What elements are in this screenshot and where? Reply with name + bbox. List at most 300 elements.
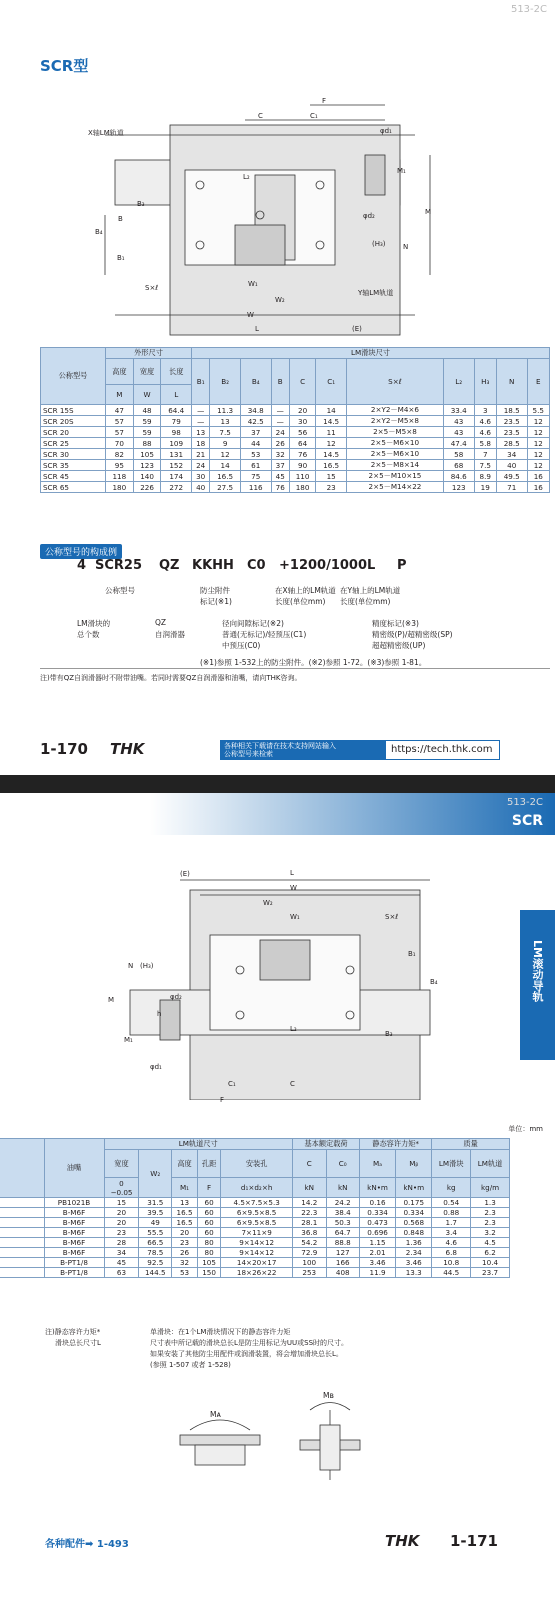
- table-cell: 2×5－M10×15: [346, 471, 443, 482]
- dim-M: M: [425, 208, 432, 216]
- table-cell: 105: [133, 449, 161, 460]
- dim-B: B: [118, 215, 123, 223]
- table-cell: 2.3: [471, 1208, 510, 1218]
- table-cell: 43: [443, 427, 474, 438]
- table-cell: 0.334: [359, 1208, 395, 1218]
- table-cell: 11: [316, 427, 347, 438]
- model-part-count: 4: [77, 558, 87, 573]
- table-cell: 14.5: [316, 416, 347, 427]
- table-cell: 4.6: [432, 1238, 471, 1248]
- table-cell: 30: [289, 416, 315, 427]
- table-cell: 49.5: [496, 471, 527, 482]
- model-part-type: SCR25: [95, 558, 143, 573]
- table-row: [0, 1238, 510, 1248]
- desc-clear2: 普通(无标记)/轻预压(C1): [222, 630, 307, 639]
- table-cell: 14.5: [316, 449, 347, 460]
- dim-L2: L₂: [243, 173, 250, 181]
- h-load: 基本额定载荷: [293, 1139, 360, 1150]
- desc-count: LM滑块的: [77, 619, 111, 628]
- h-block-col: E: [527, 359, 549, 405]
- h-moment: 静态容许力矩*: [359, 1139, 431, 1150]
- table-cell: B-PT1/8: [44, 1258, 104, 1268]
- table-cell: 60: [197, 1218, 220, 1228]
- table-cell: 123: [133, 460, 161, 471]
- table-cell: 23.7: [471, 1268, 510, 1278]
- table-cell: —: [271, 416, 289, 427]
- table-cell: 14: [316, 405, 347, 416]
- table-cell: 14×20×17: [221, 1258, 293, 1268]
- table-cell: 1.36: [396, 1238, 432, 1248]
- table-cell: SCR 45: [41, 471, 106, 482]
- h-outer-sym: L: [161, 385, 192, 405]
- table-cell: 144.5: [139, 1268, 172, 1278]
- dim-phi-d1: φd₁: [380, 127, 392, 135]
- table-cell: 5.5: [527, 405, 549, 416]
- table-row: [41, 427, 550, 438]
- p2-dim-h: h: [157, 1010, 162, 1018]
- table-cell: 13: [172, 1198, 198, 1208]
- table-cell: 34.8: [240, 405, 271, 416]
- table-cell: SCR 25: [41, 438, 106, 449]
- table-cell: 2.3: [471, 1218, 510, 1228]
- table-row: [0, 1198, 510, 1208]
- h-block-col: N: [496, 359, 527, 405]
- h-block-col: C: [289, 359, 315, 405]
- table-cell: 9×14×12: [221, 1238, 293, 1248]
- table-row: [0, 1228, 510, 1238]
- table-cell: 28.1: [293, 1218, 326, 1228]
- table-cell: 80: [197, 1248, 220, 1258]
- table-cell: 82: [106, 449, 134, 460]
- table-cell: 11.3: [210, 405, 241, 416]
- h-height: 高度: [172, 1150, 198, 1178]
- table-cell: 1.3: [471, 1198, 510, 1208]
- table-cell: 20: [289, 405, 315, 416]
- table-cell: 3: [474, 405, 496, 416]
- dim-phi-d2: φd₂: [363, 212, 375, 220]
- h-outer: 外形尺寸: [106, 348, 192, 359]
- table-cell: 152: [161, 460, 192, 471]
- table-cell: 26: [172, 1248, 198, 1258]
- table-cell: 3.46: [396, 1258, 432, 1268]
- table-cell: 3.2: [471, 1228, 510, 1238]
- h-C0: C₀: [326, 1150, 359, 1178]
- table-cell: 19: [474, 482, 496, 493]
- table-cell: 0.16: [359, 1198, 395, 1208]
- table-row: [41, 438, 550, 449]
- table-cell: 92.5: [139, 1258, 172, 1268]
- h-outer-col: 高度: [106, 359, 134, 385]
- p2-dim-B4: B₄: [430, 978, 438, 986]
- h-mass: 质量: [432, 1139, 510, 1150]
- table-cell: 33.4: [443, 405, 474, 416]
- table-cell: SCR 20: [41, 427, 106, 438]
- u-MB: kN•m: [396, 1178, 432, 1198]
- model-part-qz: QZ: [159, 558, 180, 573]
- h-outer-sym: M: [106, 385, 134, 405]
- table-row: [41, 416, 550, 427]
- table-cell: 7.5: [210, 427, 241, 438]
- table-cell: 2.34: [396, 1248, 432, 1258]
- table-cell: 0.473: [359, 1218, 395, 1228]
- p2-dim-E: (E): [180, 870, 190, 878]
- p2-dim-M: M: [108, 996, 115, 1004]
- table-cell: 6.8: [432, 1248, 471, 1258]
- h-MB: Mᵦ: [396, 1150, 432, 1178]
- table-cell: 150: [197, 1268, 220, 1278]
- h-rail-mass: LM轨道: [471, 1150, 510, 1178]
- table-cell: 23.5: [496, 427, 527, 438]
- table-cell: 44: [240, 438, 271, 449]
- table-cell: 20: [172, 1228, 198, 1238]
- p2-dim-B3: B₃: [385, 1030, 393, 1038]
- p2-dim-M1: M₁: [124, 1036, 133, 1044]
- p2-dim-N: N: [128, 962, 134, 970]
- table-cell: 20: [104, 1208, 139, 1218]
- h-outer-sym: W: [133, 385, 161, 405]
- h-block-col: L₂: [443, 359, 474, 405]
- table-cell: 116: [240, 482, 271, 493]
- table-cell: 127: [326, 1248, 359, 1258]
- table-cell: PB1021B: [44, 1198, 104, 1208]
- table-cell: 30: [192, 471, 210, 482]
- table-cell: 13.3: [396, 1268, 432, 1278]
- table-cell: 8.9: [474, 471, 496, 482]
- table-cell: 23: [316, 482, 347, 493]
- desc-dust-note: 标记(※1): [200, 597, 232, 606]
- desc-clear3: 中预压(C0): [222, 641, 261, 650]
- table-row: [0, 1208, 510, 1218]
- dim-W: W: [247, 311, 254, 319]
- p2-dim-C1: C₁: [228, 1080, 236, 1088]
- table-cell: 0.334: [396, 1208, 432, 1218]
- table-cell: 55.5: [139, 1228, 172, 1238]
- table-cell: 140: [133, 471, 161, 482]
- table-cell: 174: [161, 471, 192, 482]
- table-cell: SCR 65: [41, 482, 106, 493]
- model-section-title: 公称型号的构成例: [40, 544, 122, 559]
- table-row: [0, 1268, 510, 1278]
- h-block-col: B₂: [210, 359, 241, 405]
- table-cell: 2×Y2－M4×6: [346, 405, 443, 416]
- table-cell: 37: [240, 427, 271, 438]
- table-cell: 60: [197, 1228, 220, 1238]
- table-cell: 1.15: [359, 1238, 395, 1248]
- desc-qz: QZ: [155, 618, 167, 627]
- table-cell: 18: [192, 438, 210, 449]
- support-banner: [220, 740, 385, 760]
- p2-dim-phi-d2: φd₂: [170, 993, 182, 1001]
- note-n5: 如果安装了其他防尘用配件或润滑装置，将会增加滑块总长L。: [150, 1350, 343, 1358]
- table-cell: 59: [133, 416, 161, 427]
- desc-ylen: 在Y轴上的LM轨道: [340, 586, 401, 595]
- h-C: C: [293, 1150, 326, 1178]
- h-MA: Mₐ: [359, 1150, 395, 1178]
- table-cell: 2.01: [359, 1248, 395, 1258]
- unit-label: 单位：mm: [508, 1125, 543, 1133]
- table-cell: 16.5: [210, 471, 241, 482]
- h-block-col: B₄: [240, 359, 271, 405]
- p2-dim-phi-d1: φd₁: [150, 1063, 162, 1071]
- table-cell: —: [192, 416, 210, 427]
- table-cell: 100: [293, 1258, 326, 1268]
- table-cell: 39.5: [139, 1208, 172, 1218]
- table-cell: —: [271, 405, 289, 416]
- table-cell: 180: [289, 482, 315, 493]
- table-cell: 23: [172, 1238, 198, 1248]
- note-n2: 滑块总长尺寸L: [55, 1339, 101, 1347]
- table-cell: 15: [104, 1198, 139, 1208]
- h-hole: 安装孔: [221, 1150, 293, 1178]
- table-cell: 109: [161, 438, 192, 449]
- note-qz: 注)带有QZ自润滑器时不附带油嘴。若同时需要QZ自润滑器和油嘴，请向THK咨询。: [40, 674, 302, 682]
- p2-dim-W1: W₁: [290, 913, 300, 921]
- table-cell: 10.4: [471, 1258, 510, 1268]
- table-cell: 49: [139, 1218, 172, 1228]
- table-cell: 253: [293, 1268, 326, 1278]
- table-cell: 36.8: [293, 1228, 326, 1238]
- h-outer-col: 长度: [161, 359, 192, 385]
- p2-dim-L2: L₂: [290, 1025, 297, 1033]
- h-pitch: 孔距: [197, 1150, 220, 1178]
- table-cell: 12: [527, 460, 549, 471]
- table-cell: 59: [133, 427, 161, 438]
- u-MA: kN•m: [359, 1178, 395, 1198]
- table-cell: 16: [527, 482, 549, 493]
- table-cell: 11.9: [359, 1268, 395, 1278]
- table-cell: 12: [527, 416, 549, 427]
- table-cell: 38.4: [326, 1208, 359, 1218]
- table-cell: SCR 20S: [41, 416, 106, 427]
- table-cell: 57: [106, 427, 134, 438]
- table-cell: 15: [316, 471, 347, 482]
- table-cell: 6×9.5×8.5: [221, 1208, 293, 1218]
- dim-F: F: [322, 97, 327, 105]
- table-cell: 64: [289, 438, 315, 449]
- table-cell: 78.5: [139, 1248, 172, 1258]
- table-cell: 166: [326, 1258, 359, 1268]
- table-cell: 32: [271, 449, 289, 460]
- moment-ma: Mᴀ: [210, 1410, 221, 1419]
- table-cell: 26: [271, 438, 289, 449]
- refs: (※1)参照 1-532上的防尘附件。(※2)参照 1-72。(※3)参照 1-81。: [200, 658, 427, 667]
- table-cell: 68: [443, 460, 474, 471]
- series-title: SCR: [511, 813, 543, 829]
- thk-logo: THK: [110, 740, 145, 758]
- table-cell: 0.88: [432, 1208, 471, 1218]
- dim-L: L: [255, 325, 259, 333]
- table-cell: 408: [326, 1268, 359, 1278]
- table-cell: 118: [106, 471, 134, 482]
- table-cell: 9×14×12: [221, 1248, 293, 1258]
- table-cell: 45: [271, 471, 289, 482]
- table-cell: 98: [161, 427, 192, 438]
- table-cell: B-M6F: [44, 1238, 104, 1248]
- table-cell: 16.5: [172, 1218, 198, 1228]
- table-cell: 76: [289, 449, 315, 460]
- table-cell: 44.5: [432, 1268, 471, 1278]
- table-cell: 12: [527, 427, 549, 438]
- table-cell: 79: [161, 416, 192, 427]
- table-row: [0, 1258, 510, 1268]
- table-cell: 4.5: [471, 1238, 510, 1248]
- h-model: 公称型号: [41, 348, 106, 405]
- desc-count2: 总个数: [77, 630, 100, 639]
- page-number: 1-170: [40, 740, 88, 758]
- table-cell: 226: [133, 482, 161, 493]
- spec-table-2: [0, 1138, 510, 1278]
- banner-line2: 公称型号来检索: [224, 750, 273, 758]
- table-cell: 90: [289, 460, 315, 471]
- dim-M1: M₁: [397, 167, 406, 175]
- table-cell: 43: [443, 416, 474, 427]
- table-cell: 22.3: [293, 1208, 326, 1218]
- table-cell: 2×5－M5×8: [346, 427, 443, 438]
- p2-dim-F: F: [220, 1096, 225, 1104]
- p2-dim-C: C: [290, 1080, 295, 1088]
- table-cell: 50.3: [326, 1218, 359, 1228]
- table-cell: 40: [192, 482, 210, 493]
- desc-qz2: 自润滑器: [155, 630, 185, 639]
- table-cell: 54.2: [293, 1238, 326, 1248]
- table-cell: 7×11×9: [221, 1228, 293, 1238]
- table-cell: 71: [496, 482, 527, 493]
- dim-E: (E): [352, 325, 362, 333]
- table-cell: 18×26×22: [221, 1268, 293, 1278]
- table-cell: 45: [104, 1258, 139, 1268]
- table-cell: 28: [104, 1238, 139, 1248]
- table-cell: SCR 30: [41, 449, 106, 460]
- table-cell: 32: [172, 1258, 198, 1268]
- h-block-col: B₁: [192, 359, 210, 405]
- table-cell: 16.5: [316, 460, 347, 471]
- table-cell: 40: [496, 460, 527, 471]
- desc-acc3: 超超精密级(UP): [372, 641, 426, 650]
- dim-W1: W₁: [248, 280, 258, 288]
- table-cell: 3.46: [359, 1258, 395, 1268]
- table-cell: 105: [197, 1258, 220, 1268]
- table-cell: 76: [271, 482, 289, 493]
- table-cell: 66.5: [139, 1238, 172, 1248]
- table-cell: 12: [316, 438, 347, 449]
- table-cell: B-M6F: [44, 1218, 104, 1228]
- table-cell: 47.4: [443, 438, 474, 449]
- table-cell: 13: [210, 416, 241, 427]
- u-C0: kN: [326, 1178, 359, 1198]
- table-cell: 0.568: [396, 1218, 432, 1228]
- table-cell: 12: [527, 438, 549, 449]
- model-part-accuracy: P: [397, 558, 407, 573]
- model-part-dust: KKHH: [192, 558, 234, 573]
- dim-C: C: [258, 112, 263, 120]
- h-block-col: H₃: [474, 359, 496, 405]
- desc-acc2: 精密级(P)/超精密级(SP): [372, 630, 453, 639]
- table-cell: 2×5－M8×14: [346, 460, 443, 471]
- table-row: [41, 471, 550, 482]
- table-row: [41, 460, 550, 471]
- table-cell: 31.5: [139, 1198, 172, 1208]
- table-cell: 12: [527, 449, 549, 460]
- table-cell: 20: [104, 1218, 139, 1228]
- p2-dim-W: W: [290, 884, 297, 892]
- table-cell: 1.7: [432, 1218, 471, 1228]
- desc-ylen2: 长度(单位mm): [340, 597, 391, 606]
- table-cell: 63: [104, 1268, 139, 1278]
- dim-W2: W₂: [275, 296, 285, 304]
- h-F: F: [197, 1178, 220, 1198]
- y-rail-label: Y轴LM轨道: [358, 289, 394, 297]
- table-cell: 9: [210, 438, 241, 449]
- table-cell: 7.5: [474, 460, 496, 471]
- table-cell: 110: [289, 471, 315, 482]
- support-url[interactable]: https://tech.thk.com: [385, 740, 500, 760]
- table-row: [0, 1218, 510, 1228]
- table-cell: 24.2: [326, 1198, 359, 1208]
- accessory-link[interactable]: 各种配件➡ 1-493: [45, 1539, 129, 1550]
- dim-B3: B₃: [137, 200, 145, 208]
- table-cell: 34: [104, 1248, 139, 1258]
- desc-xlen2: 长度(单位mm): [275, 597, 326, 606]
- h-rail: LM轨道尺寸: [104, 1139, 293, 1150]
- table-row: [41, 405, 550, 416]
- table-cell: 60: [197, 1208, 220, 1218]
- table-cell: 2×5－M14×22: [346, 482, 443, 493]
- h-block-col: S×ℓ: [346, 359, 443, 405]
- table-cell: SCR 35: [41, 460, 106, 471]
- x-rail-label: X轴LM轨道: [88, 129, 124, 137]
- table-cell: 6.2: [471, 1248, 510, 1258]
- note-n6: (参照 1-507 或者 1-528): [150, 1361, 231, 1369]
- table-cell: 16: [527, 471, 549, 482]
- table-cell: 88: [133, 438, 161, 449]
- table-cell: 10.8: [432, 1258, 471, 1268]
- table-cell: 53: [240, 449, 271, 460]
- table-row: [0, 1248, 510, 1258]
- h-nipple: 油嘴: [44, 1139, 104, 1198]
- page2-code: 513-2C: [506, 797, 543, 808]
- h-width: 宽度: [104, 1150, 139, 1178]
- table-cell: 58: [443, 449, 474, 460]
- table-cell: 18.5: [496, 405, 527, 416]
- p2-dim-L: L: [290, 869, 294, 877]
- note-n1: 注)静态容许力矩*: [45, 1328, 101, 1336]
- table-cell: 16.5: [172, 1208, 198, 1218]
- h-outer-col: 宽度: [133, 359, 161, 385]
- table-cell: 70: [106, 438, 134, 449]
- desc-model: 公称型号: [105, 586, 135, 595]
- p2-dim-B1: B₁: [408, 950, 416, 958]
- p2-dim-S: S×ℓ: [385, 913, 399, 921]
- table-cell: 37: [271, 460, 289, 471]
- table-cell: 131: [161, 449, 192, 460]
- table-cell: 72.9: [293, 1248, 326, 1258]
- thk-logo-2: THK: [385, 1532, 420, 1550]
- dim-S: S×ℓ: [145, 284, 159, 292]
- table-cell: 4.5×7.5×5.3: [221, 1198, 293, 1208]
- table-cell: 7: [474, 449, 496, 460]
- u-kgm: kg/m: [471, 1178, 510, 1198]
- table-cell: —: [192, 405, 210, 416]
- table-cell: 60: [197, 1198, 220, 1208]
- u-C: kN: [293, 1178, 326, 1198]
- side-label: LM滚动导轨: [531, 940, 544, 1002]
- table-cell: 0.175: [396, 1198, 432, 1208]
- dim-B1: B₁: [117, 254, 125, 262]
- table-cell: 61: [240, 460, 271, 471]
- table-cell: 34: [496, 449, 527, 460]
- page-title: SCR型: [40, 57, 89, 75]
- h-W2: W₂: [139, 1150, 172, 1198]
